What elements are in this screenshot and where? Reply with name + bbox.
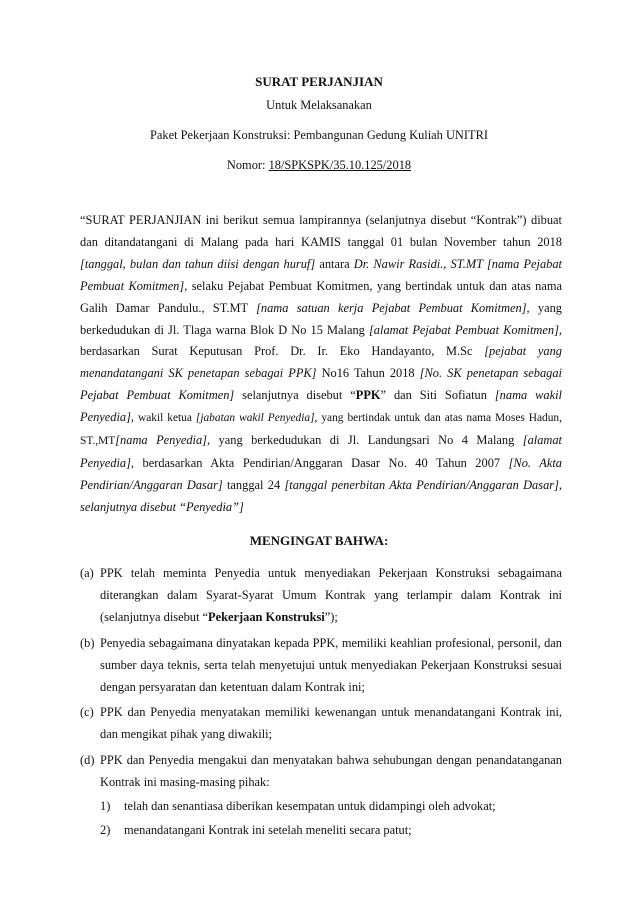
paragraph-placeholder: [nama Penyedia], — [115, 433, 211, 448]
paragraph-text: tanggal 24 — [222, 477, 285, 492]
list-item-text: PPK telah meminta Penyedia untuk menyediakan Pekerjaan Konstruksi sebagaimana diterangkan dalam Syarat-Syarat Umum Kontrak yang terlampir dalam Kontrak ini (selanjutnya disebut “ — [100, 566, 562, 624]
subtitle-line-2: Paket Pekerjaan Konstruksi: Pembangunan Gedung Kuliah UNITRI — [150, 128, 488, 142]
paragraph-text: berdasarkan Akta Pendirian/Anggaran Dasar No. 40 Tahun 2007 — [134, 455, 509, 470]
list-marker: (d) — [80, 753, 95, 768]
paragraph-placeholder: [tanggal, bulan dan tahun diisi dengan huruf] — [80, 256, 316, 271]
list-marker: (a) — [80, 566, 94, 580]
list-item — [80, 633, 562, 699]
paragraph-text: No16 Tahun 2018 — [316, 366, 420, 381]
document-number-value: 18/SPKSPK/35.10.125/2018 — [268, 158, 412, 172]
paragraph-text: yang berkedudukan di Jl. Tlaga warna Blok D No 15 Malang — [80, 300, 562, 337]
list-item-text: PPK dan Penyedia mengakui dan menyatakan bahwa sehubungan dengan penandatanganan Kontrak ini masing-masing pihak: — [100, 753, 562, 790]
paragraph-placeholder: [pejabat yang menandatangani SK penetapan sebagai PPK] — [80, 344, 562, 381]
recitals-list — [80, 563, 562, 846]
paragraph-placeholder: [jabatan wakil Penyedia], — [195, 412, 318, 425]
list-marker: (b) — [80, 635, 95, 650]
paragraph-placeholder: [alamat Penyedia], — [80, 433, 562, 470]
document-number-label: Nomor: — [226, 158, 269, 172]
sub-list-item-text: telah dan senantiasa diberikan kesempatan untuk didampingi oleh advokat; — [124, 799, 496, 814]
opening-paragraph — [80, 210, 562, 519]
paragraph-placeholder: [tanggal penerbitan Akta Pendirian/Anggaran Dasar], selanjutnya disebut “Penyedia”] — [80, 477, 563, 514]
section-heading: MENGINGAT BAHWA: — [249, 533, 389, 548]
list-item-bold: Pekerjaan Konstruksi — [208, 609, 325, 624]
paragraph-text: berdasarkan Surat Keputusan Prof. Dr. Ir. Eko Handayanto, M.Sc — [80, 344, 485, 359]
list-marker: (c) — [80, 705, 94, 720]
paragraph-text: selaku Pejabat Pembuat Komitmen, yang bertindak untuk dan atas nama Galih Damar Pandulu., ST.MT — [80, 278, 562, 315]
paragraph-placeholder: [nama wakil Penyedia], — [80, 388, 562, 425]
paragraph-text: wakil ketua — [134, 412, 196, 425]
paragraph-placeholder: [alamat Pejabat Pembuat Komitmen], — [368, 322, 562, 337]
paragraph-text: yang bertindak untuk dan atas nama Moses Hadun, ST.,MT — [80, 412, 562, 448]
paragraph-text: ” dan Siti Sofiatun — [380, 388, 495, 403]
sub-list-item — [100, 820, 562, 842]
sub-list — [100, 796, 562, 842]
sub-list-marker: 1) — [100, 799, 111, 814]
list-item — [80, 563, 562, 629]
list-item — [80, 750, 562, 842]
document-title: SURAT PERJANJIAN — [255, 74, 383, 89]
list-item — [80, 702, 562, 746]
paragraph-text: yang berkedudukan di Jl. Landungsari No 4 Malang — [210, 433, 523, 448]
paragraph-placeholder: Dr. Nawir Rasidi., ST.MT [nama Pejabat Pembuat Komitmen], — [80, 256, 562, 293]
paragraph-placeholder: [No. Akta Pendirian/Anggaran Dasar] — [80, 455, 562, 492]
paragraph-text: “SURAT PERJANJIAN ini berikut semua lampirannya (selanjutnya disebut “Kontrak”) dibuat dan ditandatangani di Malang pada hari KAMIS tanggal 01 bulan November tahun 2018 — [80, 213, 562, 249]
paragraph-bold: PPK — [355, 388, 381, 403]
sub-list-marker: 2) — [100, 822, 111, 837]
list-item-text: PPK dan Penyedia menyatakan memiliki kewenangan untuk menandatangani Kontrak ini, dan mengikat pihak yang diwakili; — [100, 705, 562, 742]
sub-list-item — [100, 796, 562, 818]
document-number — [0, 158, 638, 173]
paragraph-text: selanjutnya disebut “ — [234, 388, 356, 403]
subtitle-line-1: Untuk Melaksanakan — [266, 98, 372, 112]
sub-list-item-text: menandatangani Kontrak ini setelah meneliti secara patut; — [124, 822, 412, 837]
list-item-text: Penyedia sebagaimana dinyatakan kepada PPK, memiliki keahlian profesional, personil, dan sumber daya teknis, serta telah menyetujui untuk menyediakan Pekerjaan Konstruksi sesuai dengan persyaratan dan ketentuan dalam Kontrak ini; — [100, 635, 562, 694]
paragraph-placeholder: [No. SK penetapan sebagai Pejabat Pembuat Komitmen] — [80, 366, 562, 403]
list-item-text: ”); — [324, 609, 338, 624]
paragraph-placeholder: [nama satuan kerja Pejabat Pembuat Komitmen], — [256, 300, 530, 315]
paragraph-text: antara — [315, 256, 354, 271]
